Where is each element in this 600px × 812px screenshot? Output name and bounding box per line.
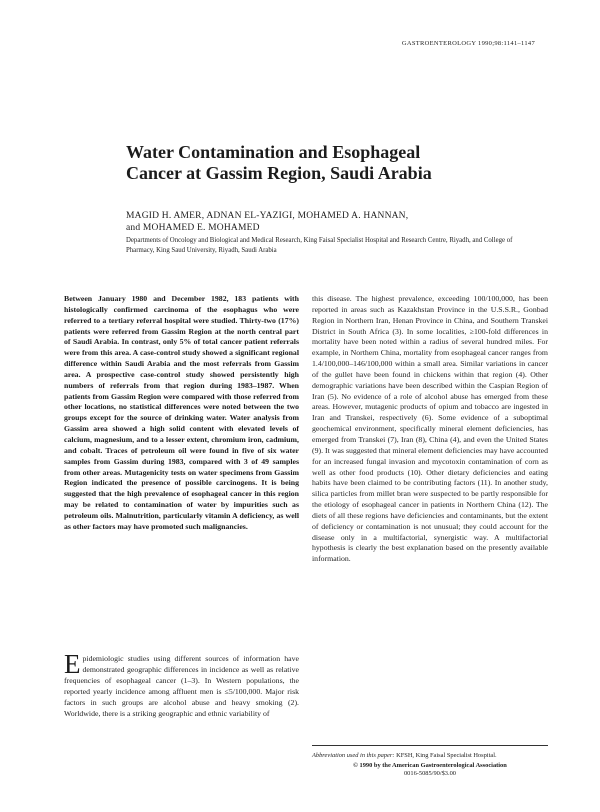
article-title: [126, 142, 526, 184]
author-list: [126, 210, 536, 234]
article-code: 0016-5085/90/$3.00: [403, 770, 456, 778]
author-affiliation: Departments of Oncology and Biological and Medical Research, King Faisal Specialist Hospital and Research Centre, Riyadh, and College of Pharmacy, King Saud University, Riyadh, Saudi Arabia: [126, 237, 513, 254]
journal-reference: GASTROENTEROLOGY 1990;98:1141–1147: [401, 40, 535, 47]
abbreviation-label: Abbreviation used in this paper:: [312, 752, 395, 759]
abbreviation-footnote: [312, 752, 548, 761]
drop-cap: E: [64, 649, 81, 679]
authors-line-1: MAGID H. AMER, ADNAN EL-YAZIGI, MOHAMED A. HANNAN,: [126, 211, 409, 221]
abbreviation-text: KFSH, King Faisal Specialist Hospital.: [396, 752, 497, 759]
footnotes: [312, 752, 548, 779]
abstract: Between January 1980 and December 1982, 183 patients with histologically confirmed carcinoma of the esophagus who were referred to a tertiary referral hospital were studied. Thirty-two (17%) patients were referred from Gassim Region at the north central part of Saudi Arabia. In contrast, only 5% of total cancer patient referrals were from this area. A case-control study showed a significant regional difference within Saudi Arabia and the most referrals from Gassim area. A prospective case-control study showed persistently high numbers of referrals from that region during 1983–1987. When patients from Gassim Region were compared with those referred from other locations, no statistical differences were noted between the two groups except for the source of drinking water. Water analysis from Gassim area showed a high solid content with elevated levels of calcium, magnesium, and to a lesser extent, chromium iron, cadmium, and cobalt. Traces of petroleum oil were found in five of six water samples from Gassim during 1983, compared with 3 of 49 samples from other areas. Mutagenicity tests on water specimens from Gassim Region indicated the presence of possible carcinogens. It is being suggested that the high prevalence of esophageal cancer in this region may be related to contamination of water by impurities such as petroleum oils. Malnutrition, particularly vitamin A deficiency, as well as other factors may have promoted such malignancies.: [64, 294, 299, 531]
authors-line-2: and MOHAMED E. MOHAMED: [126, 223, 260, 233]
right-column-text: this disease. The highest prevalence, exceeding 100/100,000, has been reported in areas such as Kazakhstan Province in the U.S.S.R., Gonbad Region in Northern Iran, Henan Province in China, and Southern Transkei District in South Africa (3). In some localities, ≥100-fold differences in mortality have been noted within a radius of several hundred miles. For example, in Northern China, mortality from esophageal cancer ranges from 1.4/100,000–146/100,000 within a small area. Similar variations in cancer of the gullet have been found in chickens within that region (4). Other demographic variations have been described within the Caspian Region of Iran (5). No evidence of a role of alcohol abuse has emerged from these areas. However, mutagenic products of opium and tobacco are ingested in Iran and Transkei, respectively (6). Some evidence of a suboptimal geochemical environment, specifically mineral element deficiencies, has emerged from Transkei (7), Iran (8), China (4), and even the United States (9). It was suggested that mineral element deficiencies may have accounted for an increased fungal invasion and mycotoxin contamination of corn as well as other food products (10). Other dietary deficiencies and eating habits have been claimed to be contributing factors (11). In another study, silica particles from millet bran were suspected to be partly responsible for the etiology of esophageal cancer in patients in Northern China (12). The diets of all these regions have deficiencies and contaminants, but the extent of deficiency or contamination is not unusual; they could account for the disease only in a multifactorial, synergistic way. A multifactorial hypothesis is clearly the best explanation based on the presently available information.: [312, 294, 548, 564]
introduction-text: pidemiologic studies using different sources of information have demonstrated geographic differences in incidence as well as relative frequencies of esophageal cancer (1–3). In Western populations, the reported yearly incidence among affluent men is ≤5/100,000. Major risk factors in such groups are alcohol abuse and heavy smoking (2). Worldwide, there is a striking geographic and ethnic variability of: [64, 654, 299, 718]
title-line-1: Water Contamination and Esophageal: [126, 142, 421, 162]
copyright-notice: © 1990 by the American Gastroenterological Association: [353, 761, 507, 769]
introduction-paragraph: [64, 649, 299, 719]
footnote-divider: [312, 745, 548, 746]
title-line-2: Cancer at Gassim Region, Saudi Arabia: [126, 163, 432, 183]
